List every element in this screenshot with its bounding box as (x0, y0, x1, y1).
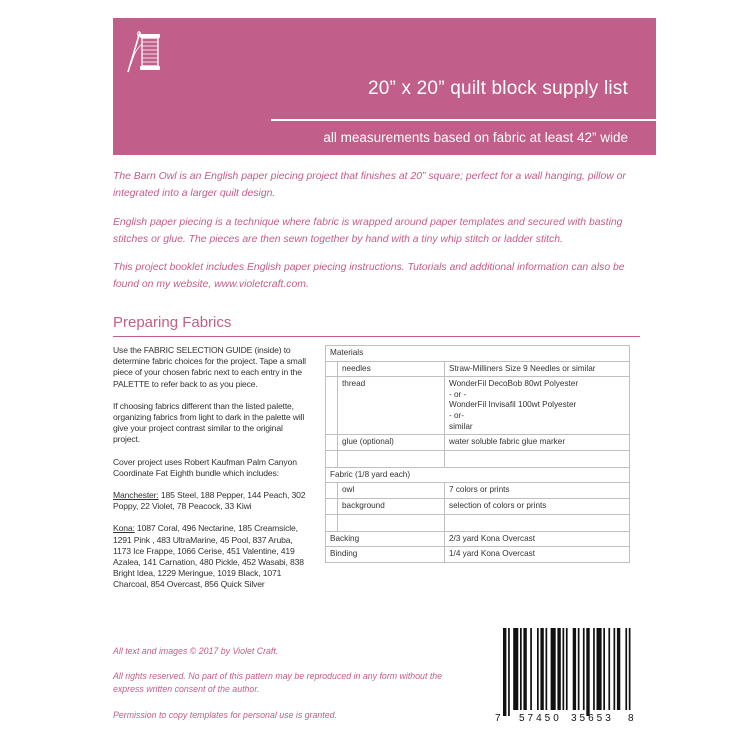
barcode-bar (551, 628, 556, 710)
barcode-bar (629, 628, 631, 710)
table-row (326, 450, 630, 467)
needles-label: needles (338, 361, 445, 377)
permission-notice: Permission to copy templates for personal use is granted. (113, 710, 337, 720)
thread-label: thread (338, 377, 445, 435)
binding-value: 1/4 yard Kona Overcast (445, 547, 630, 563)
table-row (326, 483, 630, 499)
preparing-paragraph: If choosing fabrics different than the listed palette, organizing fabrics from light to dark in the palette will give your project contrast similar to the original project. (113, 400, 305, 445)
barcode-bar (563, 628, 565, 710)
barcode-bar (566, 628, 568, 710)
barcode-digit-group: 57450 (519, 713, 562, 724)
barcode-bar (540, 628, 543, 710)
barcode-bar (530, 628, 532, 710)
fabric-header: Fabric (1/8 yard each) (326, 467, 630, 483)
barcode-bar (583, 628, 585, 710)
barcode-bar (625, 628, 627, 710)
header-divider (271, 119, 656, 121)
barcode-bar (537, 628, 539, 710)
barcode-bar (520, 628, 522, 710)
page-title: 20” x 20” quilt block supply list (367, 78, 628, 99)
glue-label: glue (optional) (338, 435, 445, 451)
intro-paragraph: English paper piecing is a technique where fabric is wrapped around paper templates and secured with basting stitches or glue. The pieces are then sewn together by hand with a tiny whip stitch or ladder stitch. (113, 217, 623, 245)
barcode-bar (508, 628, 510, 716)
backing-label: Backing (326, 531, 445, 547)
barcode-digit: 7 (495, 713, 501, 724)
manchester-colors: 185 Steel, 188 Pepper, 144 Peach, 302 Poppy, 22 Violet, 78 Peacock, 33 Kiwi (113, 490, 306, 512)
table-row (326, 531, 630, 547)
thread-spool-needle-icon (125, 28, 165, 76)
background-value: selection of colors or prints (445, 498, 630, 514)
barcode-bar (586, 628, 589, 716)
table-row (326, 498, 630, 514)
owl-value: 7 colors or prints (445, 483, 630, 499)
barcode-bar (573, 628, 576, 710)
thread-value: WonderFil DecoBob 80wt Polyester - or - WonderFil Invisafil 100wt Polyester - or- similar (445, 377, 630, 435)
kona-label: Kona: (113, 523, 135, 534)
binding-label: Binding (326, 547, 445, 563)
barcode-bar (523, 628, 526, 710)
barcode-digit-group: 35653 (571, 713, 614, 724)
barcode-bar (557, 628, 560, 710)
table-row (326, 435, 630, 451)
intro-paragraph: The Barn Owl is an English paper piecing project that finishes at 20” square; perfect for a wall hanging, pillow or integrated into a larger quilt design. (113, 171, 626, 199)
backing-value: 2/3 yard Kona Overcast (445, 531, 630, 547)
preparing-fabrics-text (113, 345, 308, 602)
kona-list (113, 523, 308, 590)
preparing-paragraph: Cover project uses Robert Kaufman Palm Canyon Coordinate Fat Eighth bundle which includes: (113, 456, 297, 478)
barcode-bar (546, 628, 548, 710)
manchester-label: Manchester: (113, 490, 159, 501)
barcode-bar (503, 628, 506, 716)
copyright-notice: All text and images © 2017 by Violet Craft. (113, 646, 279, 656)
table-row (326, 377, 630, 435)
materials-header: Materials (326, 346, 630, 362)
owl-label: owl (338, 483, 445, 499)
barcode-digit: 8 (628, 713, 634, 724)
barcode (495, 628, 635, 718)
preparing-paragraph: Use the FABRIC SELECTION GUIDE (inside) to determine fabric choices for the project. Tape a small piece of your chosen fabric next to each entry in the PALETTE to refer back to as you piece. (113, 345, 306, 389)
barcode-bar (593, 628, 595, 710)
table-row (326, 514, 630, 531)
barcode-bar (617, 628, 620, 710)
materials-table (325, 345, 630, 563)
barcode-bar (597, 628, 602, 710)
intro-paragraph: This project booklet includes English paper piecing instructions. Tutorials and additional information can also be found on my website, www.violetcraft.com. (113, 262, 625, 290)
glue-value: water soluble fabric glue marker (445, 435, 630, 451)
kona-colors: 1087 Coral, 496 Nectarine, 185 Creamsicle, 1291 Pink , 483 UltraMarine, 45 Pool, 837 Aruba, 1173 Ice Frappe, 1066 Cerise, 451 Valentine, 419 Azalea, 141 Carnation, 480 Pickle, 452 Wasabi, 838 Bright Idea, 1229 Meringue, 1019 Black, 1071 Charcoal, 854 Overcast, 856 Quick Silver (113, 523, 304, 590)
barcode-bar (603, 628, 605, 710)
barcode-bar (578, 628, 580, 710)
table-row (326, 547, 630, 563)
header-band (113, 18, 656, 155)
needles-value: Straw-Milliners Size 9 Needles or similar (445, 361, 630, 377)
section-divider (113, 336, 640, 337)
barcode-bar (513, 628, 518, 710)
barcode-bar (608, 628, 610, 710)
table-row (326, 346, 630, 362)
background-label: background (338, 498, 445, 514)
rights-notice: All rights reserved. No part of this pattern may be reproduced in any form without the express written consent of the author. (113, 671, 443, 694)
barcode-bar (614, 628, 616, 710)
table-row (326, 361, 630, 377)
section-title: Preparing Fabrics (113, 314, 232, 331)
page-subtitle: all measurements based on fabric at least 42” wide (323, 130, 628, 145)
manchester-list (113, 490, 308, 512)
table-row (326, 467, 630, 483)
